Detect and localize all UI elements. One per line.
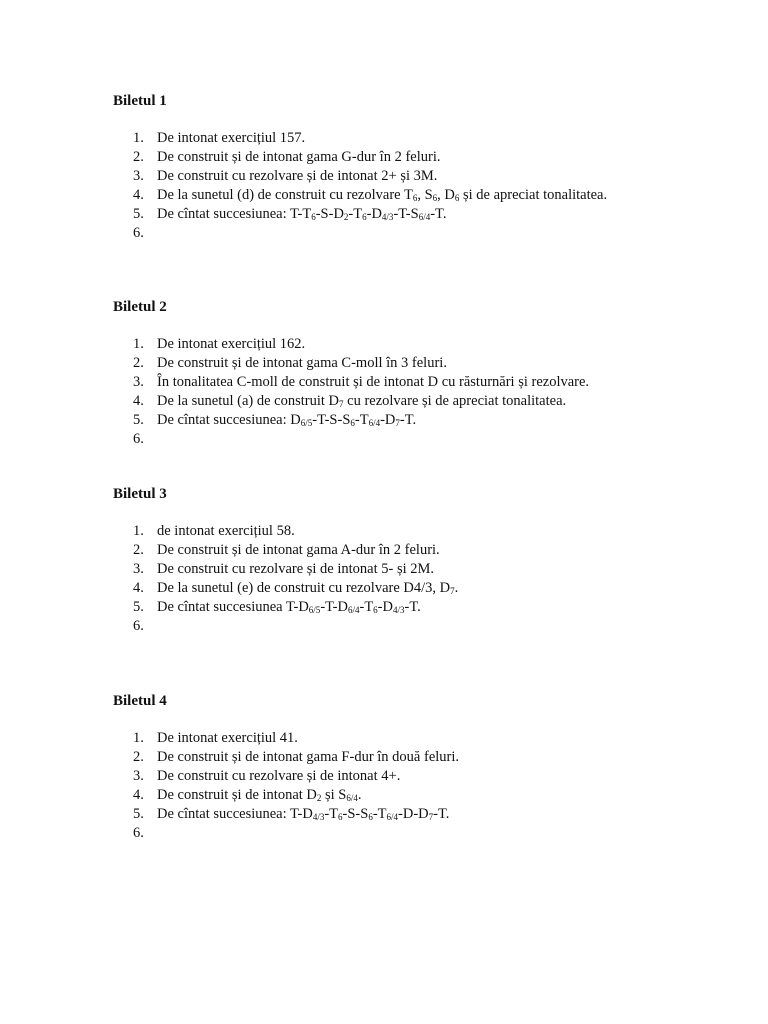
item-text-segment: De cîntat succesiunea: T-T: [157, 206, 312, 222]
item-number: 4.: [133, 787, 144, 803]
list-item: [133, 748, 653, 767]
list-item: [133, 129, 653, 148]
item-text: [157, 805, 653, 824]
item-text: [157, 335, 653, 354]
item-number: 5.: [133, 806, 144, 822]
item-text-segment: -T-S-S: [312, 412, 351, 428]
item-text-segment: De construit și de intonat D: [157, 787, 317, 803]
item-number: 6.: [133, 618, 144, 634]
ticket-title: Biletul 2: [113, 299, 167, 315]
item-text: [157, 748, 653, 767]
list-item: [133, 224, 653, 243]
item-text-segment: De intonat exercițiul 41.: [157, 730, 298, 746]
item-text-segment: În tonalitatea C-moll de construit și de intonat D cu răsturnări și rezolvare.: [157, 374, 590, 390]
item-number: 4.: [133, 580, 144, 596]
item-text-segment: -T: [354, 412, 369, 428]
item-number: 1.: [133, 336, 144, 352]
chord-subscript: 6: [412, 193, 418, 203]
item-text: [157, 541, 653, 560]
item-text-segment: De construit și de intonat gama G-dur în 2 feluri.: [157, 149, 441, 165]
list-item: [133, 411, 653, 430]
chord-subscript: 6/5: [308, 605, 321, 615]
chord-subscript: 4/3: [392, 605, 405, 615]
ticket-title: Biletul 4: [113, 693, 167, 709]
list-item: [133, 354, 653, 373]
item-text-segment: De la sunetul (d) de construit cu rezolvare T: [157, 187, 413, 203]
list-item: [133, 786, 653, 805]
list-item: [133, 767, 653, 786]
item-text-segment: -T.: [404, 599, 421, 615]
item-text: [157, 767, 653, 786]
item-text: [157, 205, 653, 224]
list-item: [133, 541, 653, 560]
item-text: [157, 617, 653, 636]
chord-subscript: 7: [428, 812, 434, 822]
chord-subscript: 6: [373, 605, 378, 615]
item-text-segment: .: [357, 787, 362, 803]
item-text: [157, 167, 653, 186]
chord-subscript: 7: [450, 586, 455, 596]
item-text-segment: -T: [348, 206, 363, 222]
chord-subscript: 6/4: [418, 212, 431, 222]
item-text: [157, 579, 653, 598]
item-text: [157, 411, 653, 430]
list-item: [133, 617, 653, 636]
list-item: [133, 186, 653, 205]
chord-subscript: 6: [311, 212, 316, 222]
item-number: 6.: [133, 825, 144, 841]
item-text: [157, 186, 653, 205]
item-text: [157, 354, 653, 373]
item-number: 2.: [133, 542, 144, 558]
chord-subscript: 2: [343, 212, 349, 222]
item-text-segment: De construit cu rezolvare și de intonat 4+.: [157, 768, 401, 784]
ticket-2: [113, 297, 673, 447]
item-number: 5.: [133, 206, 144, 222]
list-item: [133, 205, 653, 224]
chord-subscript: 6/4: [386, 812, 399, 822]
item-number: 1.: [133, 130, 144, 146]
item-text: [157, 560, 653, 579]
item-text-segment: De construit cu rezolvare și de intonat 2+ și 3M.: [157, 168, 438, 184]
chord-subscript: 6/4: [368, 418, 381, 428]
list-item: [133, 805, 653, 824]
item-text-segment: -T.: [433, 806, 450, 822]
item-number: 3.: [133, 561, 144, 577]
chord-subscript: 6: [338, 812, 343, 822]
ticket-4: [113, 691, 673, 841]
item-text-segment: -T-S: [393, 206, 419, 222]
ticket-title: Biletul 3: [113, 486, 167, 502]
item-text-segment: -D: [377, 599, 393, 615]
item-text-segment: de intonat exercițiul 58.: [157, 523, 295, 539]
item-text-segment: și S: [321, 787, 347, 803]
ticket-items-list: [133, 522, 653, 636]
list-item: [133, 598, 653, 617]
item-number: 1.: [133, 730, 144, 746]
chord-subscript: 2: [316, 793, 322, 803]
list-item: [133, 579, 653, 598]
item-text-segment: -T: [324, 806, 339, 822]
item-text-segment: -S-D: [315, 206, 344, 222]
ticket-items-list: [133, 129, 653, 243]
item-text-segment: De la sunetul (e) de construit cu rezolvare D4/3, D: [157, 580, 451, 596]
item-text-segment: -T.: [399, 412, 417, 428]
item-number: 2.: [133, 355, 144, 371]
item-number: 6.: [133, 431, 144, 447]
list-item: [133, 335, 653, 354]
chord-subscript: 6/4: [347, 605, 360, 615]
item-text-segment: De intonat exercițiul 157.: [157, 130, 306, 146]
list-item: [133, 373, 653, 392]
chord-subscript: 6: [368, 812, 373, 822]
item-number: 4.: [133, 187, 144, 203]
item-text: [157, 430, 653, 449]
item-text: [157, 129, 653, 148]
item-text-segment: -T.: [430, 206, 447, 222]
item-number: 3.: [133, 168, 144, 184]
chord-subscript: 6: [454, 193, 460, 203]
list-item: [133, 148, 653, 167]
item-text-segment: , S: [417, 187, 433, 203]
item-text-segment: De cîntat succesiunea: T-D: [157, 806, 313, 822]
chord-subscript: 6/4: [346, 793, 358, 803]
chord-subscript: 7: [395, 418, 400, 428]
item-number: 2.: [133, 149, 144, 165]
item-text: [157, 598, 653, 617]
item-text: [157, 373, 653, 392]
chord-subscript: 7: [339, 399, 344, 409]
item-text-segment: -S-S: [342, 806, 369, 822]
item-text: [157, 148, 653, 167]
ticket-title: Biletul 1: [113, 93, 167, 109]
ticket-items-list: [133, 729, 653, 843]
item-text: [157, 786, 653, 805]
item-text: [157, 522, 653, 541]
item-number: 1.: [133, 523, 144, 539]
item-text-segment: -T: [372, 806, 387, 822]
item-text: [157, 729, 653, 748]
item-text-segment: De cîntat succesiunea T-D: [157, 599, 309, 615]
item-text-segment: De construit și de intonat gama A-dur în 2 feluri.: [157, 542, 440, 558]
item-text: [157, 224, 653, 243]
list-item: [133, 729, 653, 748]
item-text-segment: De la sunetul (a) de construit D: [157, 393, 340, 409]
item-text: [157, 392, 653, 411]
item-number: 5.: [133, 412, 144, 428]
item-text-segment: De construit cu rezolvare și de intonat 5- și 2M.: [157, 561, 435, 577]
chord-subscript: 6: [432, 193, 438, 203]
list-item: [133, 560, 653, 579]
item-text: [157, 824, 653, 843]
item-text-segment: -D: [380, 412, 396, 428]
list-item: [133, 824, 653, 843]
item-text-segment: De construit și de intonat gama F-dur în două feluri.: [157, 749, 460, 765]
item-text-segment: -T: [359, 599, 374, 615]
item-text-segment: și de apreciat tonalitatea.: [459, 187, 608, 203]
item-text-segment: De cîntat succesiunea: D: [157, 412, 301, 428]
list-item: [133, 430, 653, 449]
item-text-segment: , D: [437, 187, 455, 203]
item-text-segment: -D: [366, 206, 382, 222]
item-number: 3.: [133, 374, 144, 390]
item-text-segment: -D-D: [398, 806, 429, 822]
item-text-segment: De construit și de intonat gama C-moll în 3 feluri.: [157, 355, 447, 371]
item-text-segment: De intonat exercițiul 162.: [157, 336, 306, 352]
list-item: [133, 392, 653, 411]
chord-subscript: 6: [350, 418, 355, 428]
ticket-3: [113, 484, 673, 634]
chord-subscript: 6/5: [300, 418, 313, 428]
item-number: 2.: [133, 749, 144, 765]
item-text-segment: -T-D: [320, 599, 348, 615]
list-item: [133, 522, 653, 541]
ticket-items-list: [133, 335, 653, 449]
item-number: 5.: [133, 599, 144, 615]
chord-subscript: 4/3: [381, 212, 394, 222]
item-number: 6.: [133, 225, 144, 241]
list-item: [133, 167, 653, 186]
item-number: 3.: [133, 768, 144, 784]
chord-subscript: 4/3: [312, 812, 325, 822]
ticket-1: [113, 91, 673, 241]
item-number: 4.: [133, 393, 144, 409]
item-text-segment: cu rezolvare și de apreciat tonalitatea.: [343, 393, 567, 409]
chord-subscript: 6: [362, 212, 367, 222]
item-text-segment: .: [454, 580, 459, 596]
